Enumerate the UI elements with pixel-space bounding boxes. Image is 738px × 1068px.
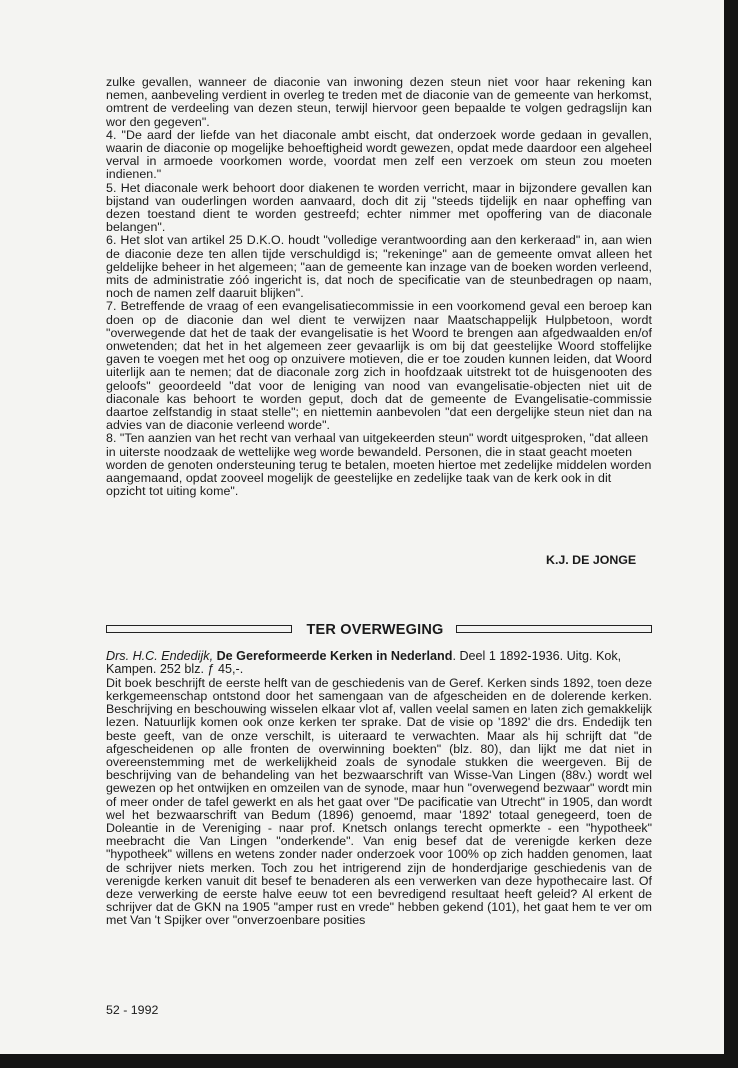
article-continuation xyxy=(106,76,652,499)
section-heading-row xyxy=(106,621,652,639)
review-author: Drs. H.C. Endedijk, xyxy=(106,649,214,663)
paragraph-7: 7. Betreffende de vraag of een evangelisatiecommissie in een voorkomend geval een beroep kan doen op de diaconie dan wel dient te verwijzen naar Maatschappelijk Hulpbetoon, wordt "overwegende dat het de taak der evangelisatie is het Woord te brengen aan afgedwaalden en/of onwetenden; dat het in het algemeen zeer gevaarlijk is om bij dat geestelijke Woord stoffelijke gaven te voegen met het oog op onzuivere motieven, die er toe zouden kunnen leiden, dat Woord uiterlijk aan te nemen; dat de diaconale zorg zich in hoofdzaak uitstrekt tot de huisgenooten des geloofs" geoordeeld "dat voor de leniging van nood van evangelisatie-objecten niet uit de diaconale kas behoort te worden geput, doch dat de gemeente de Evangelisatie-commissie daartoe zelfstandig in staat stelle"; en niettemin aanbevolen "dat een dergelijke steun niet dan na advies van de diaconie verleend worde". xyxy=(106,299,652,433)
scan-edge-right xyxy=(724,0,738,1068)
page-footer: 52 - 1992 xyxy=(106,1003,159,1017)
paragraph: zulke gevallen, wanneer de diaconie van inwoning dezen steun niet voor haar rekening kan nemen, aanbeveling verdient in overleg te treden met de diaconie van de gemeente van herkomst, omtrent de verdeeling van dezen steun, terwijl hiervoor geen bepaalde te volgen gedragslijn kan wor den gegeven". xyxy=(106,75,652,129)
paragraph-5: 5. Het diaconale werk behoort door diakenen te worden verricht, maar in bijzondere gevallen kan bijstand van ouderlingen worden aanvaard, doch dit zij "steeds tijdelijk en naar opheffing van dezen toestand dient te worden gestreefd; echter nimmer met opoffering van de diaconale belangen". xyxy=(106,180,652,235)
review-body: Dit boek beschrijft de eerste helft van de geschiedenis van de Geref. Kerken sinds 1892, toen deze kerkgemeenschap ontstond door het samengaan van de afgescheiden en de dolerende kerken. Beschrijving en beschouwing wisselen elkaar vlot af, vallen veelal samen en laten zich gemakkelijk lezen. Natuurlijk komen ook onze kerken ter sprake. Dat de visie op '1892' die drs. Endedijk ten beste geeft, van de onze verschilt, is uiteraard te verwachten. Maar als hij schrijft dat "de afgescheidenen op alle fronten de overwinning boekten" (blz. 80), dan lijkt me dat niet in overeenstemming met de werkelijkheid zoals de synodale stukken die weergeven. Bij de beschrijving van de behandeling van het bezwaarschrift van Wisse-Van Lingen (88v.) wordt wel gewezen op het ontwijken en omzeilen van de synode, maar hun "overwegend bezwaar" wordt min of meer onder de tafel gewerkt en als het gaat over "De pacificatie van Utrecht" in 1905, dan wordt wel het bezwaarschrift van Bedum (1896) genoemd, maar '1892' totaal genegeerd, toen de Doleantie in de Vereniging - naar prof. Knetsch onlangs terecht opmerkte - een "hypotheek" meebracht die Van Lingen "onderkende". Van enig besef dat de verenigde kerken deze "hypotheek" willens en wetens zonder nader onderzoek voor 100% op zich hadden genomen, laat de schrijver niets merken. Toch zou het intrigerend zijn de honderdjarige geschiedenis van de verenigde kerken vanuit dit besef te benaderen als een verwerken van deze hypothecaire last. Of deze verwerking de eerste halve eeuw tot een bevredigend resultaat heeft geleid? Al erkent de schrijver dat de GKN na 1905 "amper rust en vrede" hebben gekend (101), het gaat hem te ver om met Van 't Spijker over "onverzoenbare posities xyxy=(106,675,652,928)
heading-rule-right xyxy=(456,625,652,633)
scan-edge-bottom xyxy=(0,1054,738,1068)
paragraph-8: 8. "Ten aanzien van het recht van verhaal van uitgekeerden steun" wordt uitgesproken, "dat alleen in uiterste noodzaak de wettelijke weg worde bewandeld. Personen, die in staat geacht moeten worden de genoten ondersteuning terug te betalen, moeten hiertoe met zedelijke middelen worden aangemaand, opdat zooveel mogelijk de geestelijke en zedelijke taak van de kerk ook in dit opzicht tot uiting kome". xyxy=(106,431,652,499)
paragraph-4: 4. "De aard der liefde van het diaconale ambt eischt, dat onderzoek worde gedaan in gevallen, waarin de diaconie op mogelijke behoeftigheid wordt gewezen, opdat mede daardoor een algeheel verval in armoede voorkomen worde, voordat men zelf een verzoek om steun zou moeten indienen." xyxy=(106,127,652,182)
author-signature: K.J. DE JONGE xyxy=(546,553,637,567)
section-heading: TER OVERWEGING xyxy=(306,622,444,638)
review-citation xyxy=(106,650,652,677)
book-review xyxy=(106,650,652,928)
review-book-details: . Deel 1 1892-1936. Uitg. Kok, Kampen. 252 blz. ƒ 45,-. xyxy=(106,649,622,677)
paragraph-6: 6. Het slot van artikel 25 D.K.O. houdt "volledige verantwoording aan den kerkeraad" in, aan wien de diaconie deze ten allen tijde verschuldigd is; "rekeninge" aan de gemeente omvat alleen het geldelijke beheer in het algemeen; "aan de gemeente kan inzage van de boeken worden verleend, mits de administratie zóó ingericht is, dat noch de specificatie van de steunbedragen op naam, noch de namen zelf daaruit blijken". xyxy=(106,233,652,301)
heading-rule-left xyxy=(106,625,292,633)
review-book-title: De Gereformeerde Kerken in Nederland xyxy=(216,649,453,663)
